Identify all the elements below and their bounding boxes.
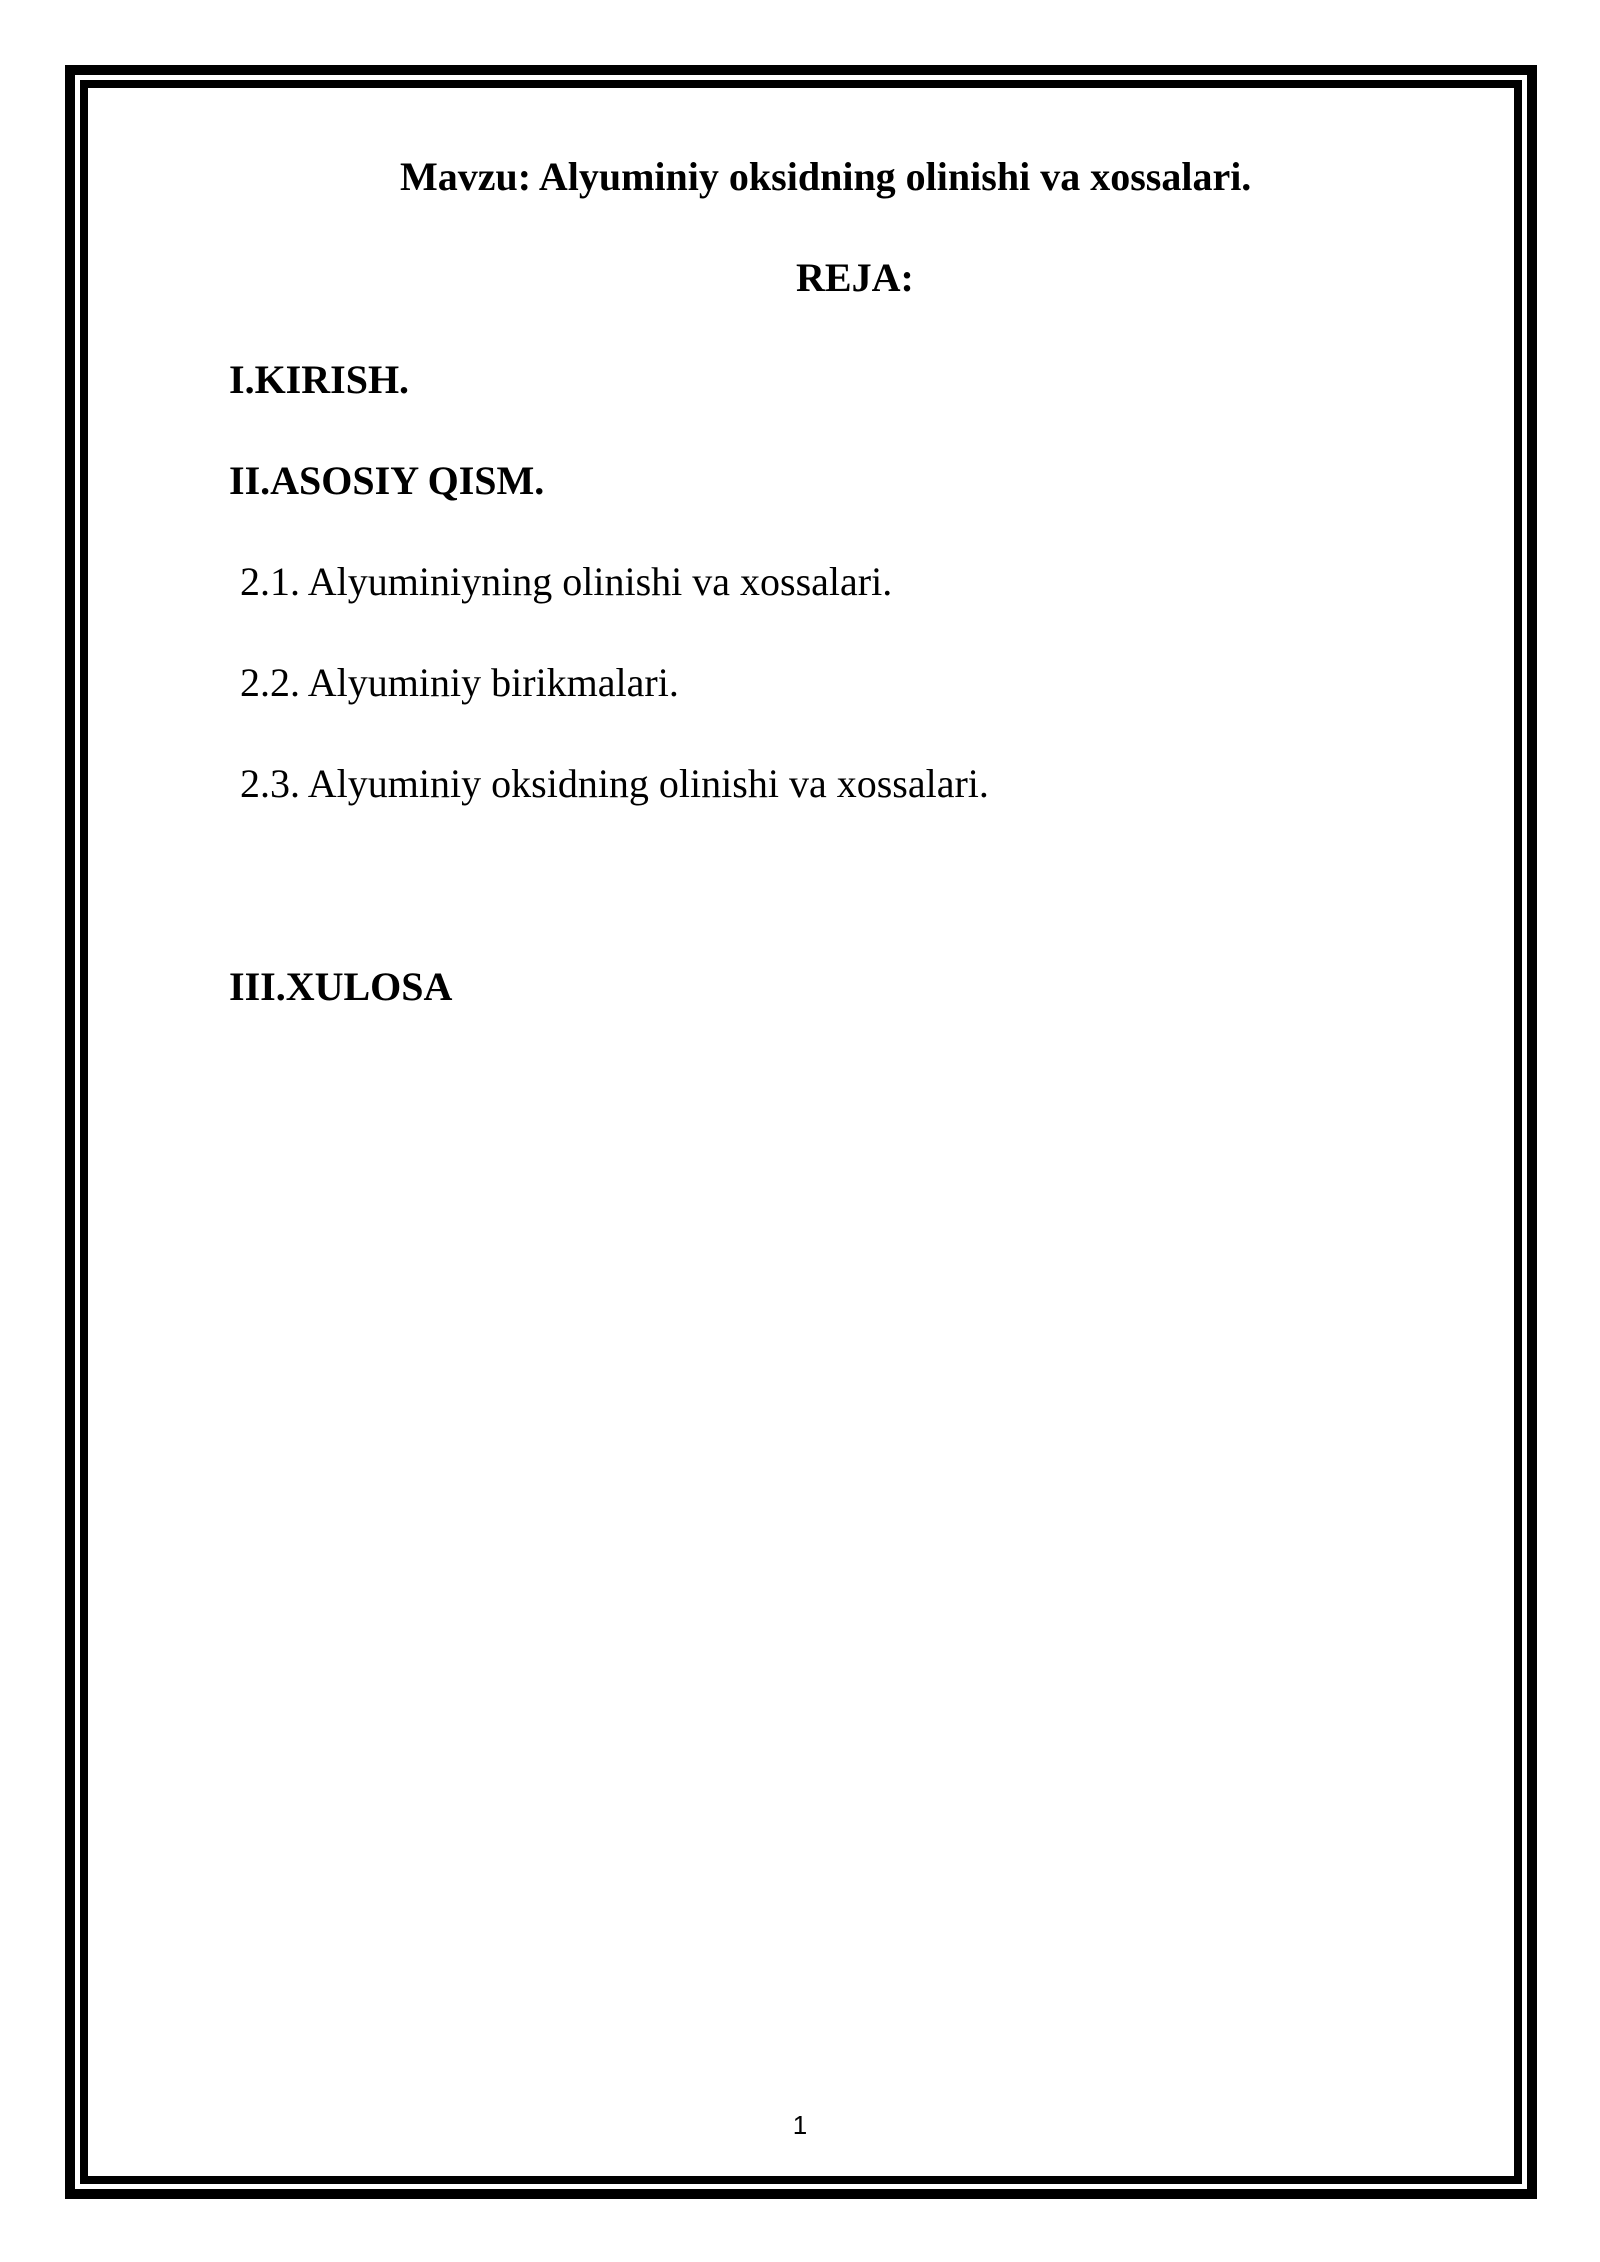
- subsection-item: 2.1. Alyuminiyning olinishi va xossalari.: [240, 559, 893, 604]
- section-heading-main-part: II.ASOSIY QISM.: [229, 458, 545, 503]
- section-heading-introduction: I.KIRISH.: [229, 357, 410, 402]
- plan-heading: REJA:: [796, 255, 914, 300]
- page-number: 1: [792, 2110, 808, 2140]
- document-title: Mavzu: Alyuminiy oksidning olinishi va xossalari.: [400, 154, 1252, 199]
- subsection-item: 2.2. Alyuminiy birikmalari.: [240, 660, 679, 705]
- section-heading-conclusion: III.XULOSA: [229, 964, 453, 1009]
- subsection-item: 2.3. Alyuminiy oksidning olinishi va xossalari.: [240, 761, 989, 806]
